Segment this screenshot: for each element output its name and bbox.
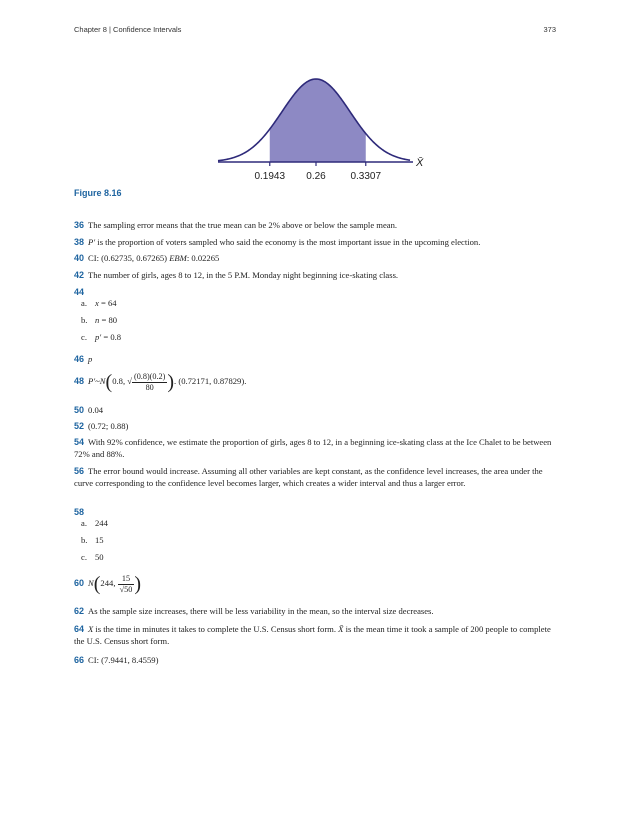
tick-label: 0.1943 <box>254 171 286 182</box>
item-value: 50 <box>95 552 104 562</box>
solution-number: 62 <box>74 606 85 616</box>
tick-label: 0.26 <box>306 171 326 182</box>
solution-48 <box>74 368 558 394</box>
item-value: 244 <box>95 518 108 528</box>
solution-40 <box>74 252 558 264</box>
open-paren-icon: ( <box>93 573 101 596</box>
math-variable: n <box>95 315 100 325</box>
solution-tail: . (0.72171, 0.87829). <box>174 376 247 386</box>
list-item <box>81 535 104 545</box>
solution-number: 38 <box>74 237 85 247</box>
item-value: = 0.8 <box>101 332 122 342</box>
solution-text: With 92% confidence, we estimate the proportion of girls, ages 8 to 12, in a beginning ice-skating class at the Ice Chalet to be between 72% and 88%. <box>74 437 552 459</box>
math-variable: P′ <box>88 237 96 247</box>
item-value: = 80 <box>99 315 118 325</box>
math-variable: p′ <box>95 332 102 342</box>
fraction-numerator: 15 <box>118 574 135 585</box>
tick-label: 0.3307 <box>350 171 382 182</box>
solution-number: 46 <box>74 354 85 364</box>
page-number: 373 <box>543 25 556 34</box>
math-variable: p <box>88 354 93 364</box>
solution-64 <box>74 623 558 647</box>
distribution-symbol: N <box>88 578 94 588</box>
item-value: = 64 <box>98 298 117 308</box>
solution-38 <box>74 236 558 248</box>
solution-text: (0.72; 0.88) <box>88 421 129 431</box>
solution-62 <box>74 605 558 617</box>
math-variable: x <box>95 298 99 308</box>
solution-66 <box>74 654 558 666</box>
item-label: a. <box>81 298 87 308</box>
normal-distribution-figure <box>210 72 430 187</box>
item-label: c. <box>81 552 87 562</box>
solution-text: 0.04 <box>88 405 104 415</box>
fraction-denominator: 80 <box>145 382 154 392</box>
ebm-label: EBM <box>169 253 187 263</box>
solution-text: The error bound would increase. Assuming all other variables are kept constant, as the confidence level increases, the area under the curve corresponding to the confidence level becomes larger, which creates a wider interval and thus a larger error. <box>74 466 543 488</box>
list-item <box>81 332 121 342</box>
solution-58 <box>74 506 558 518</box>
solution-number: 64 <box>74 624 85 634</box>
shaded-area <box>270 79 366 162</box>
solution-text: is the mean time it took a sample of 200 people to complete the U.S. Census short form. <box>74 624 551 646</box>
item-value: 15 <box>95 535 104 545</box>
ebm-value: : 0.02265 <box>186 253 220 263</box>
solution-text: The number of girls, ages 8 to 12, in the 5 P.M. Monday night beginning ice-skating class. <box>88 270 399 280</box>
math-variable: P′ <box>88 376 96 386</box>
solution-number: 44 <box>74 287 85 297</box>
solution-number: 36 <box>74 220 85 230</box>
solution-50 <box>74 404 558 416</box>
ci-text: CI: (0.62735, 0.67265) <box>88 253 170 263</box>
solution-text: is the time in minutes it takes to complete the U.S. Census short form. <box>93 624 339 634</box>
solution-number: 58 <box>74 507 85 517</box>
solution-number: 56 <box>74 466 85 476</box>
fraction-numerator: (0.8)(0.2) <box>133 371 166 381</box>
solution-number: 50 <box>74 405 85 415</box>
solution-number: 66 <box>74 655 85 665</box>
solution-60 <box>74 570 558 596</box>
sqrt-icon: √ <box>127 376 132 386</box>
solution-44 <box>74 286 558 298</box>
list-item <box>81 518 108 528</box>
list-item <box>81 552 104 562</box>
solution-number: 48 <box>74 376 85 386</box>
solution-number: 60 <box>74 578 85 588</box>
close-paren-icon: ) <box>134 573 141 596</box>
solution-number: 42 <box>74 270 85 280</box>
solution-text: As the sample size increases, there will be less variability in the mean, so the interval size decreases. <box>88 606 434 616</box>
list-item <box>81 315 117 325</box>
list-item <box>81 298 117 308</box>
distribution-mean: 0.8, <box>112 376 126 386</box>
math-variable: X̄ <box>338 624 344 634</box>
distribution-symbol: ~N <box>95 376 106 386</box>
item-label: b. <box>81 535 88 545</box>
close-paren-icon: ) <box>167 371 175 394</box>
solution-number: 54 <box>74 437 85 447</box>
solution-42 <box>74 269 558 281</box>
solution-54 <box>74 436 558 460</box>
solution-number: 40 <box>74 253 85 263</box>
item-label: b. <box>81 315 88 325</box>
item-label: c. <box>81 332 87 342</box>
solution-text: is the proportion of voters sampled who said the economy is the most important issue in the upcoming election. <box>95 237 481 247</box>
solution-text: The sampling error means that the true mean can be 2% above or below the sample mean. <box>88 220 398 230</box>
distribution-mean: 244, <box>100 578 116 588</box>
solution-text: CI: (7.9441, 8.4559) <box>88 655 159 665</box>
std-fraction <box>118 574 135 595</box>
solution-36 <box>74 219 558 231</box>
figure-caption: Figure 8.16 <box>74 188 122 198</box>
item-label: a. <box>81 518 87 528</box>
x-axis-label: X̄ <box>416 157 424 169</box>
solution-46 <box>74 353 558 365</box>
solution-number: 52 <box>74 421 85 431</box>
solution-56 <box>74 465 558 489</box>
fraction-denominator: √50 <box>119 584 133 594</box>
running-header-chapter: Chapter 8 | Confidence Intervals <box>74 25 182 34</box>
std-fraction <box>132 372 167 393</box>
open-paren-icon: ( <box>105 371 113 394</box>
math-variable: X <box>88 624 94 634</box>
solution-52 <box>74 420 558 432</box>
